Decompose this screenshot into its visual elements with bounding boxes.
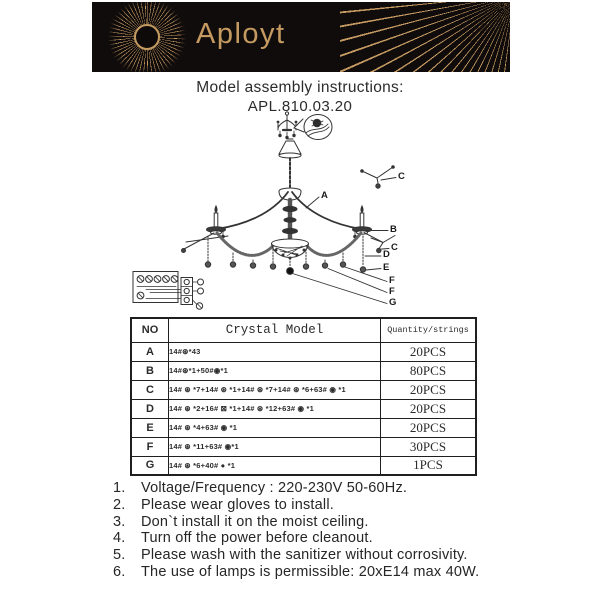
row-model: 14#⊛*43 bbox=[169, 342, 381, 361]
col-header-no: NO bbox=[131, 318, 169, 342]
instruction-item bbox=[113, 564, 593, 581]
instruction-item bbox=[113, 530, 593, 547]
row-qty: 20PCS bbox=[381, 399, 477, 418]
crystal-parts-table bbox=[130, 317, 477, 476]
row-qty: 1PCS bbox=[381, 456, 477, 475]
row-qty: 20PCS bbox=[381, 380, 477, 399]
beaded-garland-right bbox=[307, 233, 361, 255]
part-label-c-top: C bbox=[398, 171, 405, 182]
instruction-number: 1. bbox=[113, 480, 126, 496]
part-label-b: B bbox=[390, 224, 397, 235]
table-row bbox=[131, 361, 476, 380]
page-title: Model assembly instructions: bbox=[196, 79, 404, 96]
instruction-text: The use of lamps is permissible: 20xE14 max 40W. bbox=[141, 563, 480, 580]
table-header-row bbox=[131, 318, 476, 342]
mini-chandelier-icon bbox=[277, 112, 297, 139]
model-number: APL.810.03.20 bbox=[247, 98, 353, 115]
row-qty: 20PCS bbox=[381, 418, 477, 437]
col-header-model: Crystal Model bbox=[169, 318, 381, 342]
central-column bbox=[279, 188, 301, 241]
instruction-item bbox=[113, 547, 593, 564]
row-model: 14# ⊛ *2+16# ⊠ *1+14# ⊛ *12+63# ◉ *1 bbox=[169, 399, 381, 418]
table-row bbox=[131, 342, 476, 361]
magnifier-detail-icon bbox=[294, 115, 332, 140]
row-no: A bbox=[131, 342, 169, 361]
instruction-number: 6. bbox=[113, 563, 126, 580]
table-row bbox=[131, 437, 476, 456]
instruction-item bbox=[113, 480, 593, 497]
upper-garland-left bbox=[217, 192, 288, 229]
leader-lines bbox=[293, 178, 397, 304]
row-model: 14# ⊛ *6+40# ● *1 bbox=[169, 456, 381, 475]
instruction-text: Please wear gloves to install. bbox=[141, 496, 334, 513]
table-row bbox=[131, 456, 476, 475]
table-row bbox=[131, 399, 476, 418]
row-model: 14# ⊛ *7+14# ⊛ *1+14# ⊛ *7+14# ⊛ *6+63# ◉ *1 bbox=[169, 380, 381, 399]
row-no: E bbox=[131, 418, 169, 437]
row-qty: 20PCS bbox=[381, 342, 477, 361]
instruction-text: Voltage/Frequency : 220-230V 50-60Hz. bbox=[141, 480, 408, 496]
instruction-item bbox=[113, 497, 593, 514]
instruction-number: 4. bbox=[113, 530, 126, 547]
brand-name: Aployt bbox=[196, 18, 286, 50]
instruction-number: 2. bbox=[113, 496, 126, 513]
row-model: 14# ⊛ *4+63# ◉ *1 bbox=[169, 418, 381, 437]
row-no: C bbox=[131, 380, 169, 399]
row-no: D bbox=[131, 399, 169, 418]
instructions-list bbox=[113, 480, 593, 581]
part-label-d: D bbox=[383, 249, 390, 260]
row-model: 14#⊛*1+50#◉*1 bbox=[169, 361, 381, 380]
row-qty: 30PCS bbox=[381, 437, 477, 456]
part-label-f-upper: F bbox=[389, 275, 395, 286]
instruction-number: 5. bbox=[113, 547, 126, 564]
part-label-c-mid: C bbox=[391, 242, 398, 253]
branch-part bbox=[361, 166, 395, 189]
part-label-a: A bbox=[321, 190, 328, 201]
instruction-item bbox=[113, 514, 593, 531]
row-model: 14# ⊛ *11+63# ◉*1 bbox=[169, 437, 381, 456]
instruction-number: 3. bbox=[113, 513, 126, 530]
row-no: G bbox=[131, 456, 169, 475]
row-qty: 80PCS bbox=[381, 361, 477, 380]
drop-balls bbox=[205, 262, 365, 275]
wiring-diagram bbox=[133, 272, 204, 310]
col-header-qty: Quantity/strings bbox=[381, 318, 477, 342]
part-label-g: G bbox=[389, 297, 397, 308]
instruction-text: Turn off the power before cleanout. bbox=[141, 530, 373, 547]
table-row bbox=[131, 380, 476, 399]
instruction-text: Please wash with the sanitizer without corrosivity. bbox=[141, 547, 468, 564]
row-no: B bbox=[131, 361, 169, 380]
crystal-basket bbox=[272, 239, 309, 259]
table-row bbox=[131, 418, 476, 437]
ceiling-canopy bbox=[279, 139, 301, 158]
part-label-e: E bbox=[383, 262, 390, 273]
row-no: F bbox=[131, 437, 169, 456]
part-label-f-lower: F bbox=[389, 286, 395, 297]
instruction-text: Don`t install it on the moist ceiling. bbox=[141, 513, 369, 530]
